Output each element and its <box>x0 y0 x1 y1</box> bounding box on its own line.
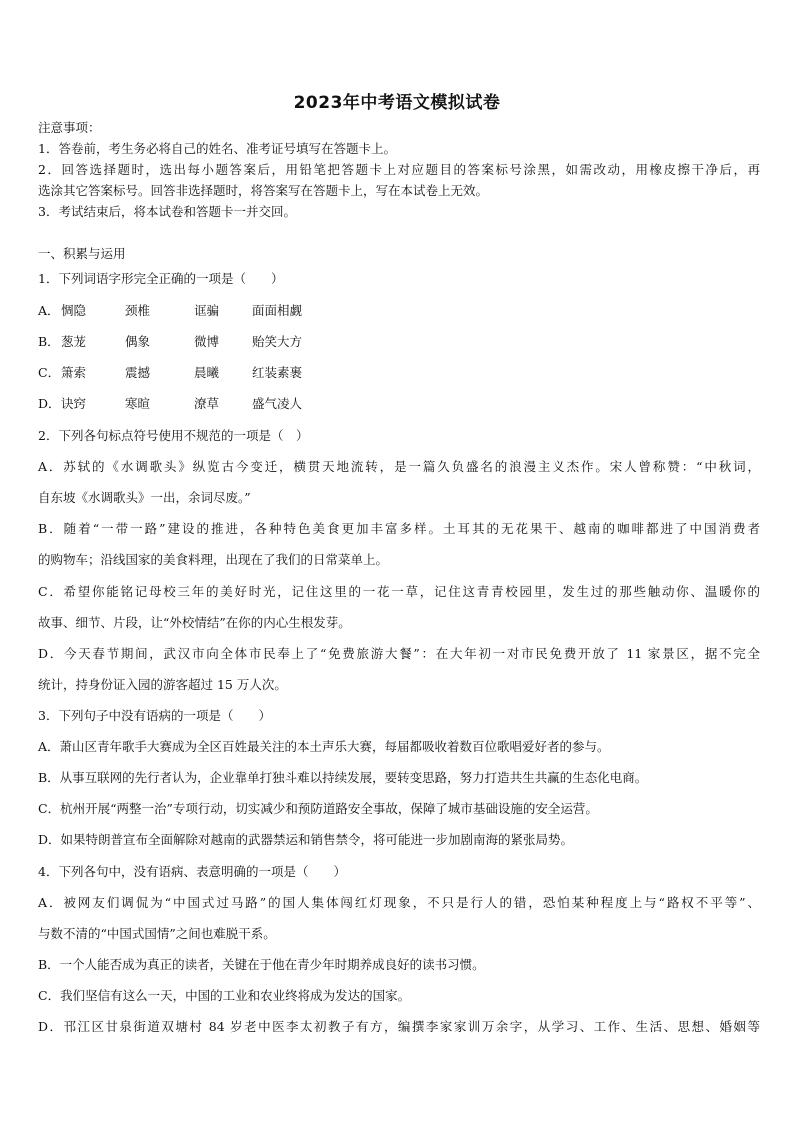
question-2-line: B．随着“一带一路”建设的推进，各种特色美食更加丰富多样。土耳其的无花果干、越南的咖啡都进了中国消费者 <box>38 521 760 536</box>
question-4-line: C．我们坚信有这么一天，中国的工业和农业终将成为发达的国家。 <box>38 988 411 1003</box>
option-word: 箫索 <box>61 365 87 380</box>
question-4-line: D．邗江区甘泉街道双塘村 84 岁老中医李太初教子有方，编撰李家家训万余字，从学习、工作、生活、思想、婚姻等 <box>38 1019 760 1034</box>
question-4-line: 与数不清的“中国式国情”之间也难脱干系。 <box>38 926 276 941</box>
section-heading: 一、积累与运用 <box>38 246 126 261</box>
option-word: 红装素裹 <box>252 365 303 380</box>
question-4-line: B．一个人能否成为真正的读者，关键在于他在青少年时期养成良好的读书习惯。 <box>38 957 485 972</box>
question-2-line: C．希望你能铭记母校三年的美好时光，记住这里的一花一草，记住这青青校园里，发生过的那些触动你、温暖你的 <box>38 584 760 599</box>
option-word: 潦草 <box>194 396 220 411</box>
notice-item: 选涂其它答案标号。回答非选择题时，将答案写在答题卡上，写在本试卷上无效。 <box>38 183 489 198</box>
question-2-line: 的购物车；沿线国家的美食料理，出现在了我们的日常菜单上。 <box>38 552 389 567</box>
question-2-line: 自东坡《水调歌头》一出，余词尽废。” <box>38 490 251 505</box>
question-4-stem: 4．下列各句中，没有语病、表意明确的一项是（ ） <box>38 864 346 879</box>
question-3-line: B．从事互联网的先行者认为，企业靠单打独斗难以持续发展，要转变思路，努力打造共生共赢的生态化电商。 <box>38 770 648 785</box>
question-4-line: A．被网友们调侃为“中国式过马路”的国人集体闯红灯现象，不只是行人的错，恐怕某种程度上与“路权不平等”、 <box>38 895 760 910</box>
notice-item: 1．答卷前，考生务必将自己的姓名、准考证号填写在答题卡上。 <box>38 141 396 156</box>
question-3-line: A．萧山区青年歌手大赛成为全区百姓最关注的本土声乐大赛，每届都吸收着数百位歌唱爱好者的参与。 <box>38 739 610 754</box>
option-word: 盛气凌人 <box>252 396 303 411</box>
question-3-line: C．杭州开展“两整一治”专项行动，切实减少和预防道路安全事故，保障了城市基础设施的安全运营。 <box>38 801 598 816</box>
option-word: 惆隐 <box>61 303 87 318</box>
option-word: 微博 <box>194 334 220 349</box>
notice-item: 3．考试结束后，将本试卷和答题卡一并交回。 <box>38 204 296 219</box>
option-letter: A． <box>38 303 60 318</box>
option-letter: B． <box>38 334 60 349</box>
option-word: 晨曦 <box>194 365 220 380</box>
option-word: 面面相觑 <box>252 303 303 318</box>
question-2-line: 统计，持身份证入园的游客超过 15 万人次。 <box>38 677 287 692</box>
notice-item: 2．回答选择题时，选出每小题答案后，用铅笔把答题卡上对应题目的答案标号涂黑，如需改动，用橡皮擦干净后，再 <box>38 162 760 177</box>
option-word: 贻笑大方 <box>252 334 303 349</box>
notice-heading: 注意事项： <box>38 120 101 135</box>
option-word: 葱茏 <box>61 334 87 349</box>
question-2-line: 故事、细节、片段，让“外校情结”在你的内心生根发芽。 <box>38 615 351 630</box>
option-word: 震撼 <box>125 365 151 380</box>
page-title: 2023年中考语文模拟试卷 <box>293 93 501 113</box>
option-word: 诀窍 <box>61 396 87 411</box>
option-word: 寒暄 <box>125 396 151 411</box>
question-3-line: D．如果特朗普宣布全面解除对越南的武器禁运和销售禁令，将可能进一步加剧南海的紧张局势。 <box>38 832 574 847</box>
option-word: 诓骗 <box>194 303 220 318</box>
question-2-line: A．苏轼的《水调歌头》纵览古今变迁，横贯天地流转，是一篇久负盛名的浪漫主义杰作。宋人曾称赞：“中秋词， <box>38 459 760 474</box>
question-2-line: D．今天春节期间，武汉市向全体市民奉上了“免费旅游大餐”：在大年初一对市民免费开放了 11 家景区，据不完全 <box>38 646 760 661</box>
option-word: 颈椎 <box>125 303 151 318</box>
option-letter: D． <box>38 396 61 411</box>
option-letter: C． <box>38 365 61 380</box>
option-word: 偶象 <box>125 334 151 349</box>
question-1-stem: 1．下列词语字形完全正确的一项是（ ） <box>38 271 284 286</box>
question-3-stem: 3．下列句子中没有语病的一项是（ ） <box>38 708 271 723</box>
question-2-stem: 2．下列各句标点符号使用不规范的一项是（ ） <box>38 428 309 443</box>
